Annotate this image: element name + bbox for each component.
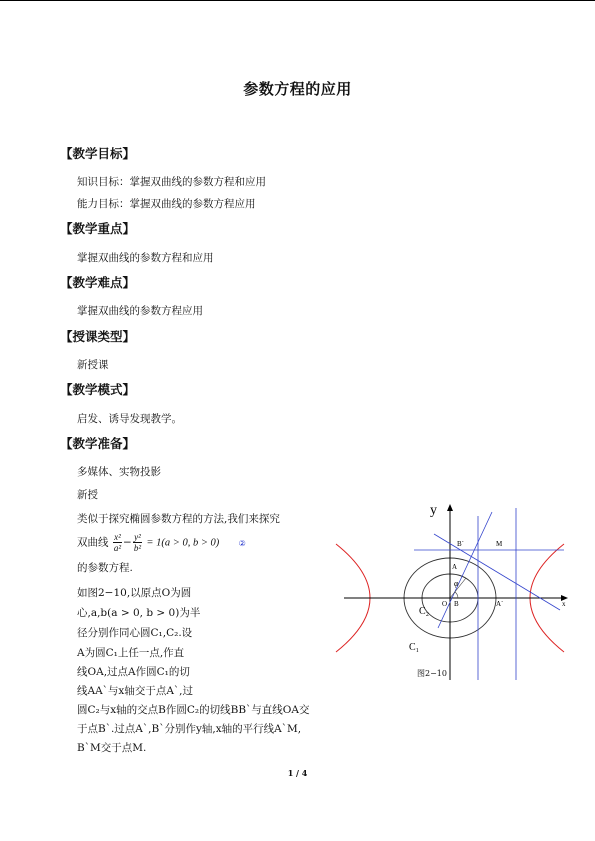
eq-y-fraction (133, 532, 142, 553)
page-number: 1 / 4 (287, 768, 308, 778)
eq-x-num: x² (114, 532, 121, 542)
paragraph-line-9: B`M交于点M. (77, 742, 147, 754)
lesson-type-text: 新授课 (77, 359, 109, 371)
label-phi: φ (454, 579, 459, 588)
heading-lesson-type: 【授课类型】 (60, 329, 136, 344)
label-c2: C₂ (419, 606, 430, 617)
hyperbola-equation-line (77, 532, 246, 553)
eq-minus: − (123, 536, 132, 549)
paragraph-line-4: A为圆C₁上任一点,作直 (77, 647, 185, 659)
label-a-prime: A` (496, 600, 504, 608)
heading-teaching-mode: 【教学模式】 (60, 382, 136, 397)
angle-phi-arc (455, 592, 458, 598)
eq-y-den: b² (133, 543, 142, 553)
label-a: A (452, 563, 458, 571)
label-y: y (430, 503, 437, 518)
line-oa (438, 512, 492, 628)
equation-number: ② (238, 538, 246, 548)
teaching-mode-text: 启发、诱导发现教学。 (77, 413, 182, 425)
heading-difficulties: 【教学难点】 (60, 275, 136, 290)
label-b: B (454, 600, 459, 608)
label-b-prime: B` (457, 540, 464, 548)
y-axis-arrow (447, 504, 453, 511)
heading-goals: 【教学目标】 (60, 146, 136, 161)
new-lesson-label: 新授 (77, 489, 98, 501)
label-c1: C₁ (409, 642, 420, 653)
label-o: O (442, 600, 448, 608)
paragraph-line-1: 如图2−10,以原点O为圆 (77, 587, 192, 599)
paragraph-line-8: 于点B`.过点A`,B`分别作y轴,x轴的平行线A`M, (77, 723, 302, 735)
goal-knowledge: 知识目标：掌握双曲线的参数方程和应用 (77, 176, 266, 188)
difficulties-text: 掌握双曲线的参数方程应用 (77, 305, 203, 317)
eq-rhs: = 1(a > 0, b > 0) (146, 537, 220, 549)
eq-prefix: 双曲线 (77, 536, 109, 549)
goal-ability: 能力目标：掌握双曲线的参数方程应用 (77, 198, 256, 210)
paragraph-line-5: 线OA,过点A作圆C₁的切 (77, 666, 190, 678)
intro-line: 类似于探究椭圆参数方程的方法,我们来探究 (77, 513, 280, 525)
paragraph-line-2: 心,a,b(a > 0, b > 0)为半 (77, 607, 201, 619)
preparation-text: 多媒体、实物投影 (77, 466, 161, 478)
eq-suffix: 的参数方程. (77, 562, 133, 574)
eq-y-num: y² (134, 532, 141, 542)
paragraph-line-7: 圆C₂与x轴的交点B作圆C₂的切线BB`与直线OA交 (77, 704, 310, 716)
heading-preparation: 【教学准备】 (60, 436, 136, 451)
key-points-text: 掌握双曲线的参数方程和应用 (77, 252, 214, 264)
top-rule (0, 0, 595, 1)
paragraph-line-3: 径分别作同心圆C₁,C₂.设 (77, 627, 193, 639)
label-x: x (562, 600, 566, 608)
heading-key-points: 【教学重点】 (60, 221, 136, 236)
eq-x-fraction (113, 532, 122, 553)
figure-caption: 图2−10 (417, 669, 447, 678)
label-m: M (496, 540, 503, 548)
hyperbola-figure (330, 498, 575, 693)
eq-x-den: a² (113, 543, 122, 553)
page-title: 参数方程的应用 (243, 80, 352, 98)
paragraph-line-6: 线AA`与x轴交于点A`,过 (77, 685, 194, 697)
